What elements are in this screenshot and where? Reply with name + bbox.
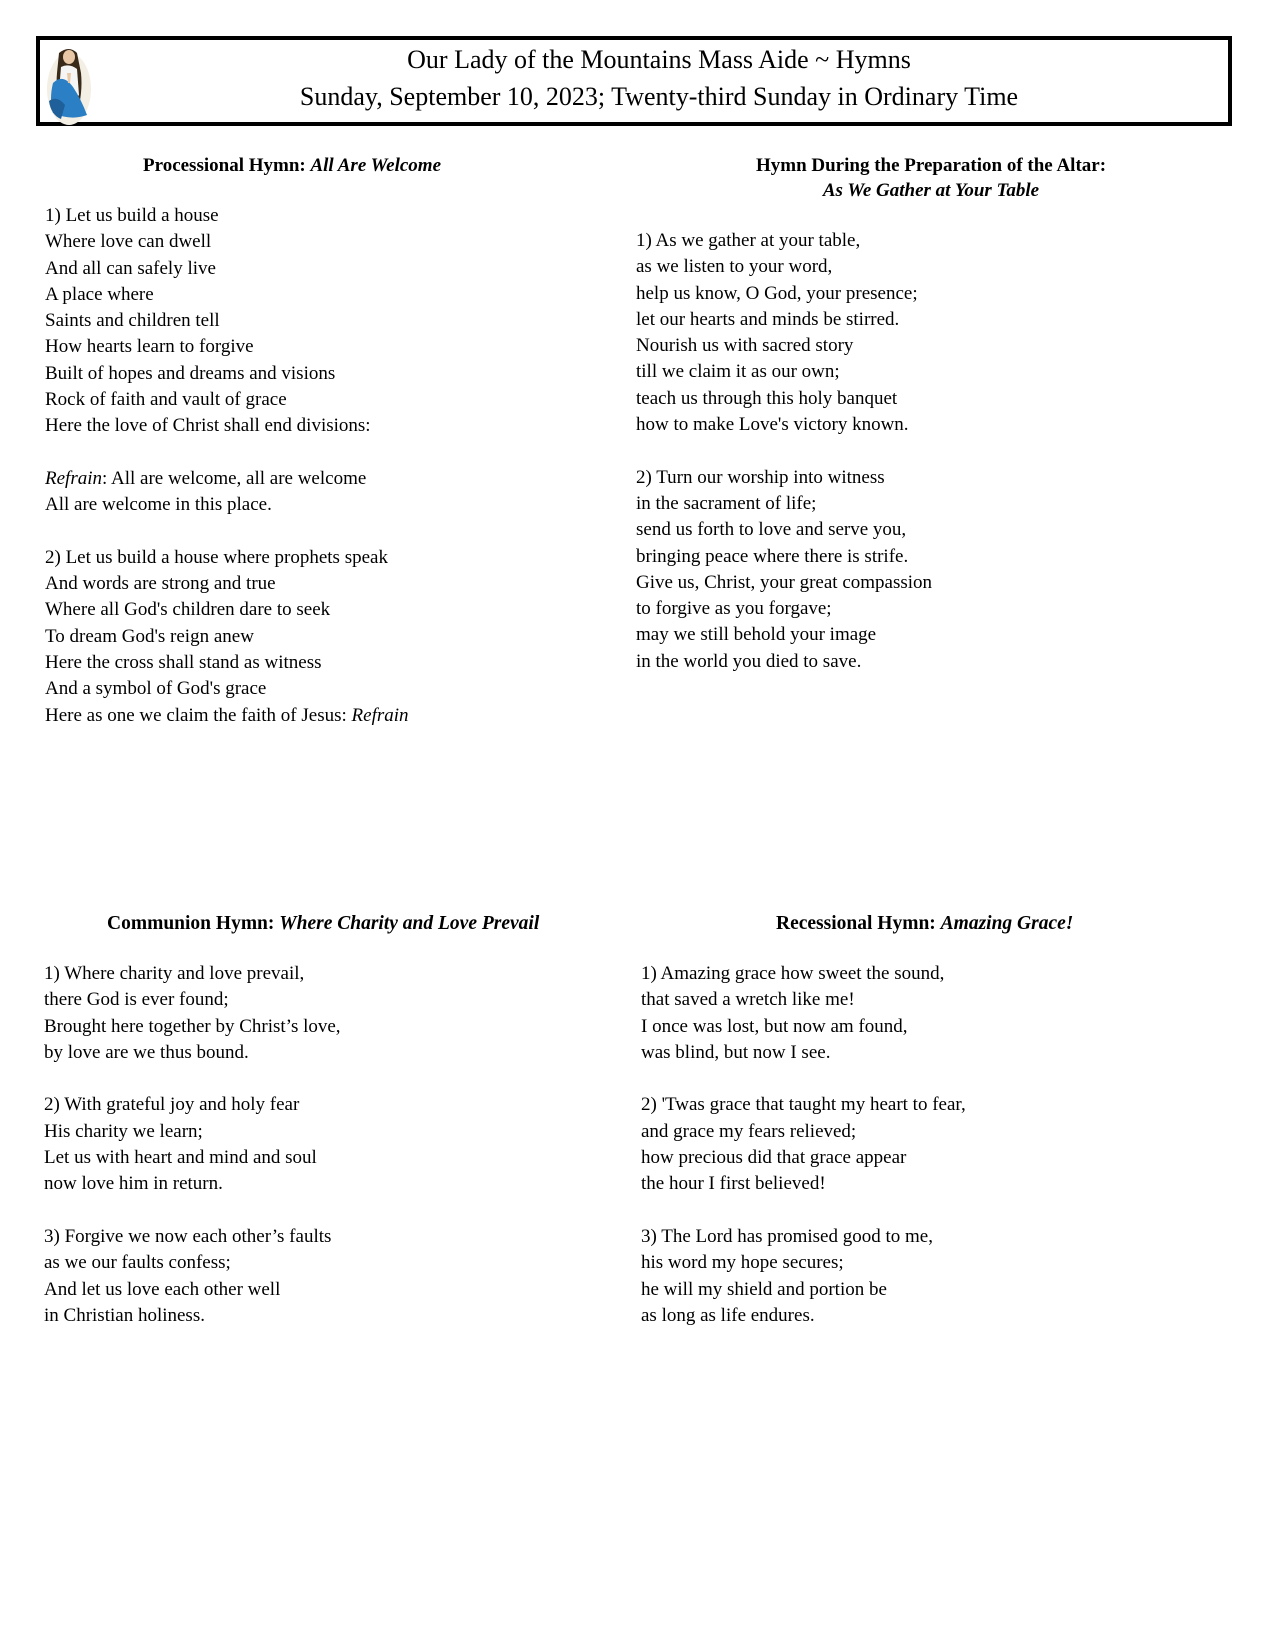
lyric-line: the hour I first believed! — [641, 1173, 826, 1195]
refrain-label: Refrain — [45, 467, 102, 489]
lyric-line: To dream God's reign anew — [45, 625, 254, 647]
lyric-line: to forgive as you forgave; — [636, 598, 832, 620]
lyric-line: he will my shield and portion be — [641, 1278, 887, 1300]
recessional-hymn-section — [641, 911, 1231, 1355]
preparation-heading: Hymn During the Preparation of the Altar: — [755, 155, 1107, 176]
communion-verses — [44, 961, 604, 1329]
madonna-icon — [43, 43, 93, 127]
lyric-line: 2) 'Twas grace that taught my heart to fear, — [641, 1094, 966, 1116]
lyric-line: 2) Turn our worship into witness — [636, 466, 885, 488]
lyric-line: help us know, O God, your presence; — [636, 282, 918, 304]
recessional-heading — [776, 911, 1231, 936]
preparation-hymn-title: As We Gather at Your Table — [822, 180, 1040, 201]
header-box — [36, 36, 1232, 126]
lyric-line: in the world you died to save. — [636, 650, 862, 672]
refrain-cue: Refrain — [351, 704, 409, 726]
lyric-line: All are welcome in this place. — [45, 494, 272, 516]
lyric-line: Where all God's children dare to seek — [45, 599, 331, 621]
lyric-line: how precious did that grace appear — [641, 1147, 907, 1169]
lyric-line: Saints and children tell — [45, 310, 220, 332]
lyric-line: bringing peace where there is strife. — [636, 545, 909, 567]
lyric-line: How hearts learn to forgive — [45, 336, 254, 358]
communion-verse-2 — [44, 1092, 604, 1197]
processional-verse-2 — [45, 545, 585, 729]
lyric-line: how to make Love's victory known. — [636, 414, 909, 436]
processional-refrain — [45, 466, 585, 519]
communion-verse-1 — [44, 961, 604, 1066]
lyric-line: that saved a wretch like me! — [641, 989, 855, 1011]
processional-hymn-section — [45, 153, 585, 755]
communion-hymn-title: Where Charity and Love Prevail — [279, 913, 540, 934]
recessional-verses — [641, 961, 1231, 1329]
lyric-line: and grace my fears relieved; — [641, 1120, 857, 1142]
lyric-line: Where love can dwell — [45, 231, 212, 253]
lyric-line: And all can safely live — [45, 257, 216, 279]
lyric-line: till we claim it as our own; — [636, 361, 840, 383]
lyric-line: as we listen to your word, — [636, 256, 833, 278]
lyric-line: 3) Forgive we now each other’s faults — [44, 1225, 332, 1247]
recessional-verse-1 — [641, 961, 1231, 1066]
lyric-line: His charity we learn; — [44, 1120, 203, 1142]
lyric-line: let our hearts and minds be stirred. — [636, 308, 900, 330]
lyric-line: 1) Amazing grace how sweet the sound, — [641, 963, 945, 984]
page-title: Our Lady of the Mountains Mass Aide ~ Hymns — [407, 45, 911, 74]
communion-hymn-section — [44, 911, 604, 1355]
lyric-line: Rock of faith and vault of grace — [45, 389, 287, 411]
recessional-label: Recessional Hymn: — [776, 913, 941, 934]
lyric-line: there God is ever found; — [44, 989, 229, 1011]
lyric-line: teach us through this holy banquet — [636, 387, 898, 409]
lyric-line: 1) As we gather at your table, — [636, 230, 861, 251]
lyric-line: in the sacrament of life; — [636, 492, 817, 514]
lyric-line: And let us love each other well — [44, 1278, 281, 1300]
lyric-line: send us forth to love and serve you, — [636, 519, 907, 541]
lyric-line: 1) Where charity and love prevail, — [44, 963, 305, 984]
lyric-line: A place where — [45, 283, 154, 305]
lyric-line: 3) The Lord has promised good to me, — [641, 1225, 933, 1247]
lyric-line: was blind, but now I see. — [641, 1041, 831, 1063]
lyric-line: may we still behold your image — [636, 624, 877, 646]
processional-label: Processional Hymn: — [143, 155, 311, 176]
lyric-line: 1) Let us build a house — [45, 205, 219, 226]
lyric-line: by love are we thus bound. — [44, 1041, 249, 1063]
processional-verses — [45, 203, 585, 729]
lyric-line: Brought here together by Christ’s love, — [44, 1015, 341, 1037]
lyric-line — [45, 466, 585, 492]
communion-heading — [107, 911, 604, 936]
lyric-line: as long as life endures. — [641, 1304, 815, 1326]
lyric-line: his word my hope secures; — [641, 1252, 844, 1274]
lyric-line: I once was lost, but now am found, — [641, 1015, 908, 1037]
lyric-line: as we our faults confess; — [44, 1252, 231, 1274]
recessional-hymn-title: Amazing Grace! — [940, 913, 1074, 934]
processional-verse-1 — [45, 203, 585, 440]
refrain-text: : All are welcome, all are welcome — [102, 467, 367, 489]
lyric-line: And words are strong and true — [45, 573, 276, 595]
lyric-line: in Christian holiness. — [44, 1304, 205, 1326]
lyric-line: Give us, Christ, your great compassion — [636, 571, 933, 593]
lyric-line: 2) With grateful joy and holy fear — [44, 1094, 300, 1116]
lyric-line: Here the love of Christ shall end divisions: — [45, 415, 371, 437]
lyric-line: And a symbol of God's grace — [45, 678, 267, 700]
page-subtitle: Sunday, September 10, 2023; Twenty-third Sunday in Ordinary Time — [299, 82, 1019, 111]
lyric-line — [45, 703, 585, 729]
lyric-line: Nourish us with sacred story — [636, 335, 854, 357]
communion-label: Communion Hymn: — [107, 913, 280, 934]
preparation-verses — [636, 228, 1226, 675]
lyric-text: Here as one we claim the faith of Jesus: — [45, 704, 352, 726]
lyric-line: Let us with heart and mind and soul — [44, 1147, 317, 1169]
lyric-line: Built of hopes and dreams and visions — [45, 362, 336, 384]
preparation-verse-1 — [636, 228, 1226, 438]
preparation-verse-2 — [636, 465, 1226, 675]
lyric-line: now love him in return. — [44, 1173, 223, 1195]
preparation-hymn-section — [636, 153, 1226, 701]
recessional-verse-2 — [641, 1092, 1231, 1197]
communion-verse-3 — [44, 1224, 604, 1329]
lyric-line: 2) Let us build a house where prophets speak — [45, 546, 388, 568]
processional-heading — [143, 153, 585, 178]
lyric-line: Here the cross shall stand as witness — [45, 652, 322, 674]
recessional-verse-3 — [641, 1224, 1231, 1329]
processional-hymn-title: All Are Welcome — [310, 155, 442, 176]
